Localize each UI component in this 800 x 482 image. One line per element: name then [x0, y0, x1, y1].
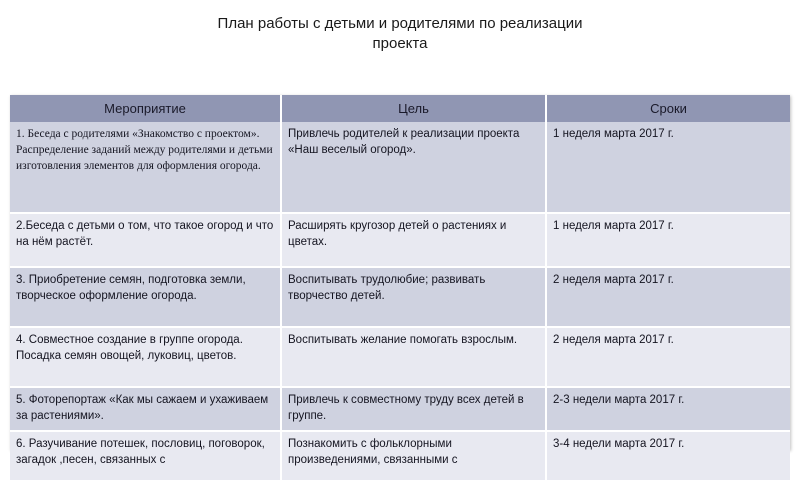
table-row [10, 387, 790, 431]
cell-goal: Привлечь родителей к реализации проекта «Наш веселый огород». [281, 122, 546, 213]
cell-event: 1. Беседа с родителями «Знакомство с проектом». Распределение заданий между родителями и детьми изготовления элементов для оформления огорода. [10, 122, 281, 213]
table-row [10, 213, 790, 267]
cell-term: 3-4 недели марта 2017 г. [546, 431, 790, 481]
cell-term: 2 неделя марта 2017 г. [546, 267, 790, 327]
cell-event: 6. Разучивание потешек, пословиц, поговорок, загадок ,песен, связанных с [10, 431, 281, 481]
table-header-row [10, 95, 790, 122]
cell-event: 3. Приобретение семян, подготовка земли, творческое оформление огорода. [10, 267, 281, 327]
column-header-goal: Цель [281, 95, 546, 122]
table-row [10, 431, 790, 481]
cell-event: 5. Фоторепортаж «Как мы сажаем и ухаживаем за растениями». [10, 387, 281, 431]
table-row [10, 267, 790, 327]
table-row [10, 122, 790, 213]
cell-goal: Привлечь к совместному труду всех детей в группе. [281, 387, 546, 431]
cell-term: 2-3 недели марта 2017 г. [546, 387, 790, 431]
cell-goal: Воспитывать желание помогать взрослым. [281, 327, 546, 387]
cell-goal: Познакомить с фольклорными произведениями, связанными с [281, 431, 546, 481]
column-header-term: Сроки [546, 95, 790, 122]
plan-table-container [10, 95, 790, 466]
cell-goal: Расширять кругозор детей о растениях и цветах. [281, 213, 546, 267]
cell-goal: Воспитывать трудолюбие; развивать творчество детей. [281, 267, 546, 327]
cell-term: 1 неделя марта 2017 г. [546, 213, 790, 267]
cell-event: 4. Совместное создание в группе огорода. Посадка семян овощей, луковиц, цветов. [10, 327, 281, 387]
cell-event: 2.Беседа с детьми о том, что такое огород и что на нём растёт. [10, 213, 281, 267]
page-title [160, 14, 640, 54]
cell-term: 1 неделя марта 2017 г. [546, 122, 790, 213]
plan-table [10, 95, 790, 482]
cell-term: 2 неделя марта 2017 г. [546, 327, 790, 387]
table-row [10, 327, 790, 387]
column-header-event: Мероприятие [10, 95, 281, 122]
page-title-line-2: проекта [372, 35, 428, 52]
page-title-line-1: План работы с детьми и родителями по реализации [217, 15, 583, 32]
